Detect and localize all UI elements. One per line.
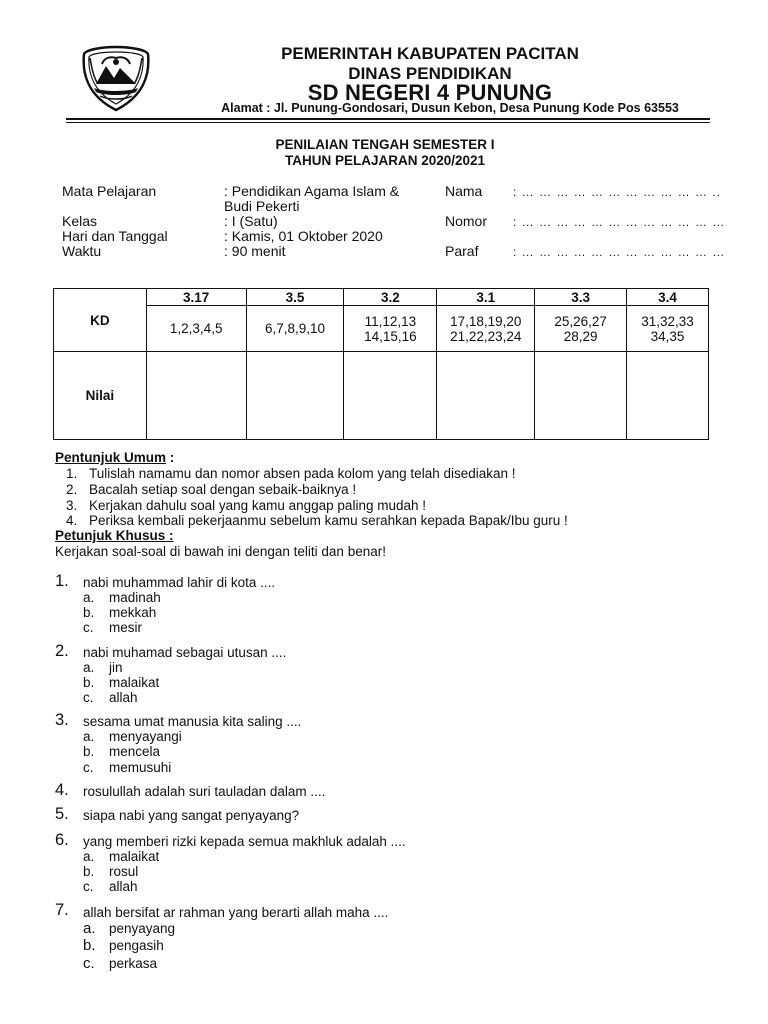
option-letter: c. — [83, 620, 94, 635]
department-header: DINAS PENDIDIKAN — [348, 64, 512, 83]
exam-year: TAHUN PELAJARAN 2020/2021 — [284, 153, 486, 168]
question-text: siapa nabi yang sangat penyayang? — [83, 808, 300, 823]
option-letter: b. — [83, 605, 95, 620]
option-text[interactable]: malaikat — [109, 675, 160, 690]
question-number: 6. — [55, 831, 69, 849]
instruction-text: Bacalah setiap soal dengan sebaik-baiknya ! — [89, 482, 357, 497]
option-text[interactable]: allah — [109, 690, 138, 705]
info-label-time: Waktu — [62, 243, 102, 259]
kd-numbers-line: 11,12,13 — [364, 313, 417, 329]
score-cell[interactable] — [627, 352, 709, 440]
general-instructions-heading — [55, 450, 174, 465]
option-text[interactable]: rosul — [109, 864, 139, 879]
question-number: 3. — [55, 711, 69, 729]
option-letter: c. — [83, 690, 94, 705]
info-label-name: Nama — [445, 183, 483, 199]
option-text[interactable]: perkasa — [109, 956, 158, 971]
government-header: PEMERINTAH KABUPATEN PACITAN — [281, 44, 579, 63]
kd-numbers-cell — [146, 306, 246, 352]
info-label-date: Hari dan Tanggal — [62, 228, 168, 244]
info-label-signature: Paraf — [445, 243, 479, 259]
option-letter: a. — [83, 849, 95, 864]
kd-code: 3.2 — [344, 289, 437, 306]
special-instructions-title: Petunjuk Khusus : — [55, 528, 174, 543]
kd-numbers-cell — [627, 306, 709, 352]
option-letter: a. — [83, 660, 95, 675]
question-text: allah bersifat ar rahman yang berarti allah maha .... — [83, 905, 389, 920]
instruction-number: 4. — [66, 513, 78, 528]
question-text: sesama umat manusia kita saling .... — [83, 714, 302, 729]
instruction-number: 1. — [66, 466, 78, 481]
question-text: yang memberi rizki kepada semua makhluk adalah .... — [83, 834, 406, 849]
option-text[interactable]: mesir — [109, 620, 142, 635]
kd-code: 3.5 — [246, 289, 344, 306]
option-text[interactable]: allah — [109, 879, 138, 894]
number-field[interactable]: : … … … … … … … … … … … … — [513, 215, 726, 229]
option-letter: c. — [83, 760, 94, 775]
info-label-subject: Mata Pelajaran — [62, 183, 157, 199]
kd-numbers-line: 14,15,16 — [364, 328, 417, 344]
kd-numbers-line: 1,2,3,4,5 — [169, 321, 223, 336]
header-divider-thick — [66, 118, 710, 120]
question-number: 5. — [55, 805, 69, 823]
kd-code: 3.1 — [437, 289, 535, 306]
kd-numbers-line: 28,29 — [563, 328, 598, 344]
question-number: 4. — [55, 781, 69, 799]
kd-numbers-line: 34,35 — [650, 328, 685, 344]
score-cell[interactable] — [437, 352, 535, 440]
question-text: rosulullah adalah suri tauladan dalam .... — [83, 784, 326, 799]
signature-field[interactable]: : … … … … … … … … … … … … — [513, 245, 726, 259]
option-letter: c. — [83, 879, 94, 894]
name-field[interactable]: : … … … … … … … … … … … .. — [513, 185, 722, 199]
instruction-text: Kerjakan dahulu soal yang kamu anggap paling mudah ! — [89, 498, 426, 513]
option-text[interactable]: malaikat — [109, 849, 160, 864]
score-cell[interactable] — [146, 352, 246, 440]
option-text[interactable]: penyayang — [109, 921, 176, 936]
kd-code: 3.17 — [146, 289, 246, 306]
kd-numbers-cell — [437, 306, 535, 352]
question-text: nabi muhammad lahir di kota .... — [83, 575, 276, 590]
kd-numbers-line: 17,18,19,20 — [450, 313, 522, 329]
option-text[interactable]: pengasih — [109, 938, 164, 953]
option-letter: a. — [83, 729, 95, 744]
info-value-time: : 90 menit — [224, 243, 286, 259]
info-value-subject: : Pendidikan Agama Islam & — [224, 183, 400, 199]
info-value-subject-cont: Budi Pekerti — [224, 198, 300, 214]
instruction-number: 3. — [66, 498, 78, 513]
option-text[interactable]: menyayangi — [109, 729, 182, 744]
score-cell[interactable] — [246, 352, 344, 440]
question-number: 1. — [55, 572, 69, 590]
kd-code: 3.4 — [627, 289, 709, 306]
score-cell[interactable] — [535, 352, 627, 440]
general-instructions-title: Pentunjuk Umum — [55, 450, 167, 465]
nilai-row-label: Nilai — [54, 352, 147, 440]
kd-numbers-cell — [535, 306, 627, 352]
info-value-class: : I (Satu) — [224, 213, 278, 229]
header-divider-thin — [66, 122, 710, 123]
kd-numbers-line: 31,32,33 — [641, 313, 694, 329]
info-label-class: Kelas — [62, 213, 98, 229]
question-number: 2. — [55, 642, 69, 660]
kd-numbers-cell — [344, 306, 437, 352]
option-text[interactable]: mencela — [109, 744, 161, 759]
option-text[interactable]: jin — [109, 660, 123, 675]
option-text[interactable]: memusuhi — [109, 760, 172, 775]
score-cell[interactable] — [344, 352, 437, 440]
option-letter: a. — [83, 920, 96, 937]
school-address: Alamat : Jl. Punung-Gondosari, Dusun Kebon, Desa Punung Kode Pos 63553 — [221, 101, 679, 115]
instruction-number: 2. — [66, 482, 78, 497]
option-letter: b. — [83, 937, 96, 954]
general-instructions-colon: : — [166, 450, 175, 465]
option-letter: a. — [83, 590, 95, 605]
kd-numbers-line: 6,7,8,9,10 — [264, 321, 326, 336]
question-text: nabi muhamad sebagai utusan .... — [83, 645, 287, 660]
info-value-date: : Kamis, 01 Oktober 2020 — [224, 228, 383, 244]
kd-numbers-line: 25,26,27 — [554, 313, 607, 329]
kd-numbers-cell — [246, 306, 344, 352]
option-text[interactable]: mekkah — [109, 605, 157, 620]
special-instructions-text: Kerjakan soal-soal di bawah ini dengan teliti dan benar! — [55, 544, 386, 559]
instruction-text: Periksa kembali pekerjaanmu sebelum kamu serahkan kepada Bapak/Ibu guru ! — [89, 513, 568, 528]
kd-numbers-line: 21,22,23,24 — [450, 328, 522, 344]
kd-row-label: KD — [54, 289, 147, 352]
kd-code: 3.3 — [535, 289, 627, 306]
school-name: SD NEGERI 4 PUNUNG — [307, 80, 553, 105]
kd-score-table — [53, 288, 709, 440]
info-label-number: Nomor — [445, 213, 488, 229]
option-letter: b. — [83, 744, 95, 759]
question-number: 7. — [55, 901, 69, 919]
option-text[interactable]: madinah — [109, 590, 161, 605]
exam-title: PENILAIAN TENGAH SEMESTER I — [275, 137, 495, 152]
option-letter: b. — [83, 864, 95, 879]
option-letter: b. — [83, 675, 95, 690]
instruction-text: Tulislah namamu dan nomor absen pada kolom yang telah disediakan ! — [89, 466, 516, 481]
option-letter: c. — [83, 955, 95, 972]
